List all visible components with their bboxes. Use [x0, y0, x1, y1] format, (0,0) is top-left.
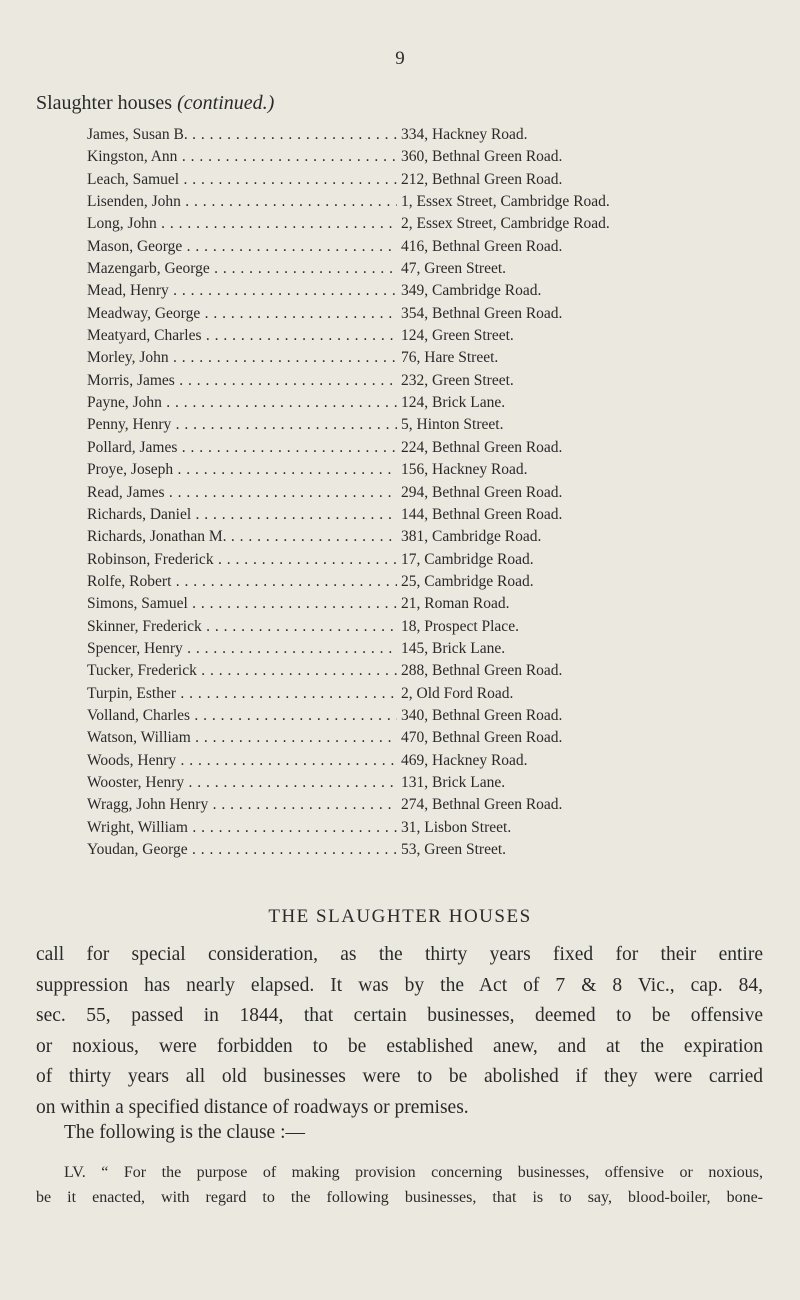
list-item: [0, 258, 800, 280]
clause-intro: The following is the clause :—: [64, 1122, 305, 1143]
entry-address: 2, Old Ford Road.: [401, 684, 514, 702]
list-item: [0, 347, 800, 369]
entry-name: Tucker, Frederick . . .: [87, 660, 397, 682]
entry-address: 294, Bethnal Green Road.: [401, 483, 563, 501]
list-item: [0, 325, 800, 347]
entry-name: Proye, Joseph . . .: [87, 459, 397, 481]
entry-address: 156, Hackney Road.: [401, 461, 528, 479]
entry-name: James, Susan B. . . .: [87, 124, 397, 146]
clause-line: LV. “ For the purpose of making provision concerning businesses, offensive or noxious,: [64, 1164, 763, 1181]
entry-address: 360, Bethnal Green Road.: [401, 148, 563, 166]
entry-name: Mazengarb, George . . .: [87, 258, 397, 280]
entry-name: Youdan, George . . .: [87, 839, 397, 861]
clause-line: be it enacted, with regard to the following businesses, that is to say, blood-boiler, bone-: [36, 1189, 763, 1206]
list-item: [0, 146, 800, 168]
body-line: call for special consideration, as the thirty years fixed for their entire: [36, 944, 763, 965]
entry-address: 354, Bethnal Green Road.: [401, 304, 563, 322]
list-item: [0, 303, 800, 325]
body-line: or noxious, were forbidden to be established anew, and at the expiration: [36, 1035, 763, 1057]
entry-name: Wragg, John Henry . . .: [87, 794, 397, 816]
list-item: [0, 772, 800, 794]
slaughter-house-list: [0, 124, 800, 861]
entry-name: Kingston, Ann . . .: [87, 146, 397, 168]
entry-name: Morley, John . . .: [87, 347, 397, 369]
entry-name: Meadway, George . . .: [87, 303, 397, 325]
section-heading-title: Slaughter houses: [36, 92, 173, 114]
entry-name: Morris, James . . .: [87, 370, 397, 392]
entry-address: 340, Bethnal Green Road.: [401, 706, 563, 724]
list-item: [0, 616, 800, 638]
list-item: [0, 124, 800, 146]
entry-name: Turpin, Esther . . .: [87, 683, 397, 705]
list-item: [0, 414, 800, 436]
entry-address: 25, Cambridge Road.: [401, 572, 534, 590]
entry-name: Skinner, Frederick . . .: [87, 616, 397, 638]
entry-address: 212, Bethnal Green Road.: [401, 170, 563, 188]
list-item: [0, 727, 800, 749]
body-paragraph: [36, 940, 763, 1123]
entry-address: 47, Green Street.: [401, 260, 507, 278]
entry-address: 232, Green Street.: [401, 371, 514, 389]
list-item: [0, 169, 800, 191]
section-heading-continued: (continued.): [177, 92, 275, 114]
list-item: [0, 549, 800, 571]
entry-address: 1, Essex Street, Cambridge Road.: [401, 193, 610, 211]
body-line: suppression has nearly elapsed. It was by the Act of 7 & 8 Vic., cap. 84,: [36, 974, 763, 996]
entry-address: 470, Bethnal Green Road.: [401, 729, 563, 747]
entry-address: 469, Hackney Road.: [401, 751, 528, 769]
entry-address: 349, Cambridge Road.: [401, 282, 542, 300]
entry-address: 334, Hackney Road.: [401, 126, 528, 143]
entry-name: Rolfe, Robert . . .: [87, 571, 397, 593]
list-item: [0, 459, 800, 481]
page-number: 9: [395, 48, 405, 69]
list-item: [0, 839, 800, 861]
entry-name: Robinson, Frederick . . .: [87, 549, 397, 571]
entry-name: Mason, George . . .: [87, 236, 397, 258]
entry-name: Woods, Henry . . .: [87, 750, 397, 772]
entry-address: 288, Bethnal Green Road.: [401, 662, 563, 680]
entry-name: Richards, Daniel . . .: [87, 504, 397, 526]
list-item: [0, 370, 800, 392]
entry-address: 18, Prospect Place.: [401, 617, 519, 635]
list-item: [0, 437, 800, 459]
entry-name: Read, James . . .: [87, 482, 397, 504]
entry-address: 124, Green Street.: [401, 327, 514, 345]
entry-name: Pollard, James . . .: [87, 437, 397, 459]
entry-name: Spencer, Henry . . .: [87, 638, 397, 660]
entry-name: Penny, Henry . . .: [87, 414, 397, 436]
clause-text: [36, 1160, 763, 1210]
entry-name: Long, John . . .: [87, 213, 397, 235]
list-item: [0, 660, 800, 682]
entry-address: 274, Bethnal Green Road.: [401, 796, 563, 814]
entry-address: 381, Cambridge Road.: [401, 528, 542, 546]
entry-name: Mead, Henry . . .: [87, 280, 397, 302]
entry-name: Payne, John . . .: [87, 392, 397, 414]
list-item: [0, 593, 800, 615]
entry-address: 131, Brick Lane.: [401, 773, 506, 791]
entry-name: Wright, William . . .: [87, 817, 397, 839]
entry-name: Richards, Jonathan M. . . .: [87, 526, 397, 548]
entry-name: Leach, Samuel . . .: [87, 169, 397, 191]
list-item: [0, 794, 800, 816]
list-item: [0, 213, 800, 235]
body-line: sec. 55, passed in 1844, that certain businesses, deemed to be offensive: [36, 1005, 763, 1026]
entry-address: 76, Hare Street.: [401, 349, 499, 367]
entry-address: 124, Brick Lane.: [401, 394, 506, 412]
entry-address: 21, Roman Road.: [401, 595, 510, 613]
entry-address: 2, Essex Street, Cambridge Road.: [401, 215, 610, 233]
list-item: [0, 750, 800, 772]
entry-name: Wooster, Henry . . .: [87, 772, 397, 794]
body-line: on within a specified distance of roadways or premises.: [36, 1096, 469, 1118]
subheading: THE SLAUGHTER HOUSES: [268, 906, 532, 927]
entry-address: 416, Bethnal Green Road.: [401, 237, 563, 255]
entry-address: 144, Bethnal Green Road.: [401, 505, 563, 523]
list-item: [0, 280, 800, 302]
entry-address: 145, Brick Lane.: [401, 639, 506, 657]
entry-address: 17, Cambridge Road.: [401, 550, 534, 568]
list-item: [0, 191, 800, 213]
list-item: [0, 482, 800, 504]
list-item: [0, 638, 800, 660]
entry-name: Simons, Samuel . . .: [87, 593, 397, 615]
entry-address: 31, Lisbon Street.: [401, 818, 512, 836]
entry-name: Volland, Charles . . .: [87, 705, 397, 727]
list-item: [0, 236, 800, 258]
entry-address: 5, Hinton Street.: [401, 416, 504, 434]
list-item: [0, 504, 800, 526]
list-item: [0, 392, 800, 414]
entry-name: Watson, William . . .: [87, 727, 397, 749]
body-line: of thirty years all old businesses were to be abolished if they were carried: [36, 1066, 763, 1087]
entry-name: Meatyard, Charles . . .: [87, 325, 397, 347]
section-heading: [36, 92, 274, 115]
list-item: [0, 705, 800, 727]
list-item: [0, 817, 800, 839]
entry-address: 224, Bethnal Green Road.: [401, 438, 563, 456]
entry-address: 53, Green Street.: [401, 841, 507, 858]
list-item: [0, 683, 800, 705]
entry-name: Lisenden, John . . .: [87, 191, 397, 213]
list-item: [0, 571, 800, 593]
list-item: [0, 526, 800, 548]
